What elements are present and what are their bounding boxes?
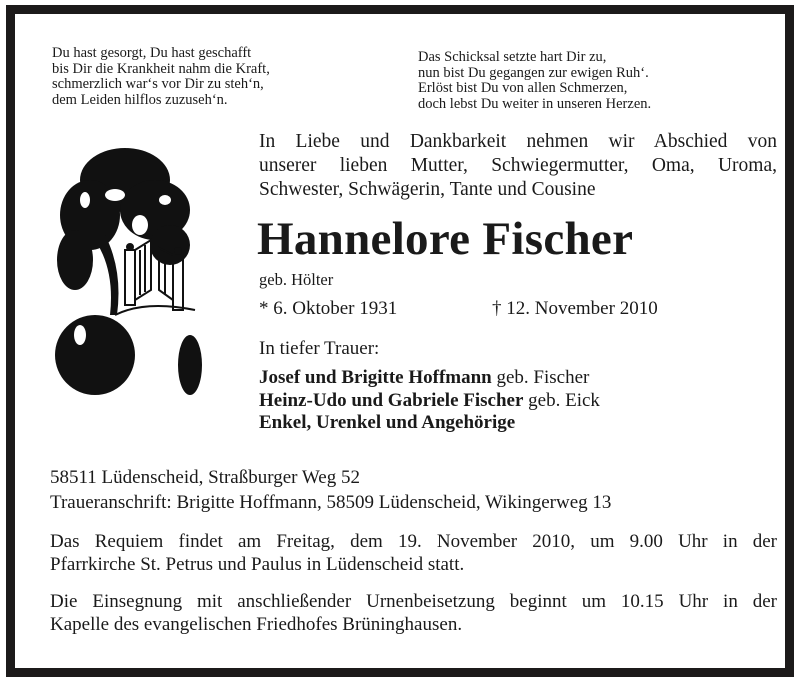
burial-line: Kapelle des evangelischen Friedhofes Brüninghausen. — [50, 614, 463, 635]
intro-line: unserer lieben Mutter, Schwiegermutter, Oma, Uroma, — [259, 155, 777, 176]
death-date: † 12. November 2010 — [492, 298, 658, 319]
poem-line: Das Schicksal setzte hart Dir zu, — [418, 49, 607, 65]
intro-text — [259, 130, 777, 202]
mourning-address: Traueranschrift: Brigitte Hoffmann, 58509 Lüdenscheid, Wikingerweg 13 — [50, 492, 612, 513]
intro-line: Schwester, Schwägerin, Tante und Cousine — [259, 179, 596, 200]
poem-right — [418, 50, 651, 112]
intro-line: In Liebe und Dankbarkeit nehmen wir Abschied von — [259, 131, 777, 152]
mourner-birth-name: geb. Fischer — [491, 367, 590, 388]
mourners-list — [259, 367, 600, 435]
requiem-line: Das Requiem findet am Freitag, dem 19. November 2010, um 9.00 Uhr in der — [50, 531, 777, 552]
burial-info — [50, 590, 777, 636]
birth-date: * 6. Oktober 1931 — [259, 298, 398, 319]
mourner-names: Josef und Brigitte Hoffmann — [259, 367, 492, 388]
poem-line: Erlöst bist Du von allen Schmerzen, — [418, 80, 628, 96]
poem-line: schmerzlich war‘s vor Dir zu steh‘n, — [52, 76, 264, 92]
mourner-names: Heinz-Udo und Gabriele Fischer — [259, 389, 524, 411]
mourners-heading: In tiefer Trauer: — [259, 338, 380, 359]
mourner-line — [259, 412, 600, 435]
deceased-name: Hannelore Fischer — [257, 213, 634, 265]
requiem-line: Pfarrkirche St. Petrus und Paulus in Lüdenscheid statt. — [50, 554, 465, 575]
poem-line: doch lebst Du weiter in unseren Herzen. — [418, 95, 652, 112]
poem-line: nun bist Du gegangen zur ewigen Ruh‘. — [418, 64, 649, 81]
tree-gate-illustration — [55, 140, 205, 398]
mourner-names: Enkel, Urenkel und Angehörige — [259, 412, 516, 433]
mourner-birth-name: geb. Eick — [523, 389, 600, 411]
mourner-line — [259, 390, 600, 413]
poem-line: Du hast gesorgt, Du hast geschafft — [52, 45, 252, 61]
requiem-info — [50, 530, 777, 576]
birth-name: geb. Hölter — [259, 270, 334, 289]
poem-line: dem Leiden hilflos zuzuseh‘n. — [52, 91, 228, 108]
mourner-line — [259, 367, 600, 390]
poem-left — [52, 46, 270, 108]
burial-line: Die Einsegnung mit anschließender Urnenbeisetzung beginnt um 10.15 Uhr in der — [50, 591, 777, 612]
poem-line: bis Dir die Krankheit nahm die Kraft, — [52, 60, 270, 77]
home-address: 58511 Lüdenscheid, Straßburger Weg 52 — [50, 467, 360, 488]
